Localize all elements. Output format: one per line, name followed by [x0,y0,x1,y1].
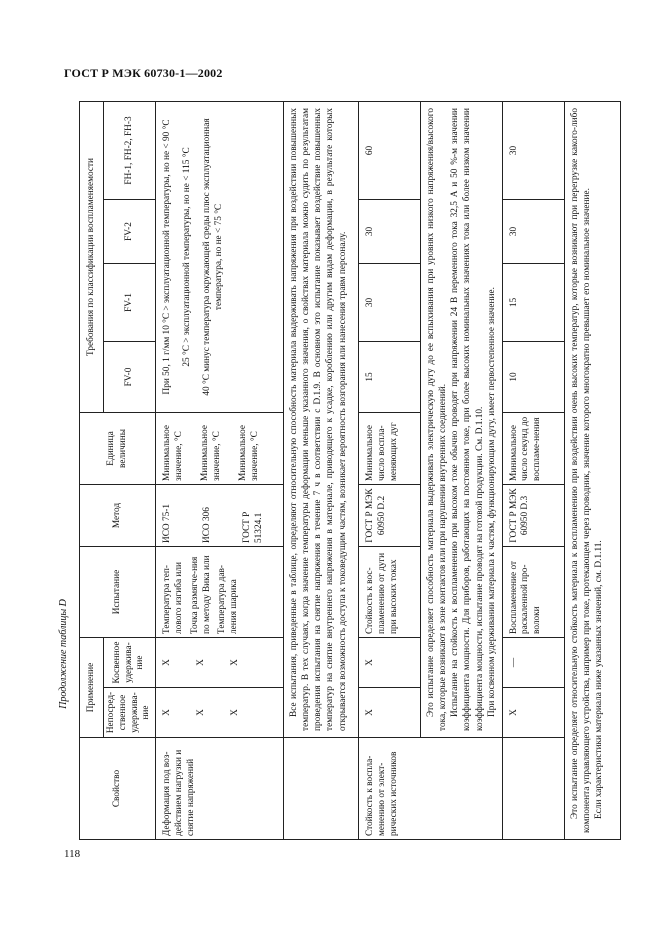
arc-direct: Х [359,688,421,738]
wire-note-row [564,101,620,839]
page-number: 118 [64,848,81,860]
header-row-1 [80,101,104,839]
deformation-indirect [156,638,284,688]
col-test: Испытание [80,547,156,638]
arc-note-row [421,101,502,839]
col-property: Свойство [80,738,156,840]
indirect-mark: Х [229,659,240,666]
wire-indirect: — [502,638,564,688]
wire-fv2: 30 [502,200,564,264]
indirect-mark: Х [195,659,206,666]
note-paragraph: При косвенном удерживании материала к частям, функционирующим дугу, имеет первостепенное значение. [486,287,497,717]
requirement-text: При 50, 1 г/мм 10 °С > эксплуатационной температуры, но не < 90 °С [162,119,173,395]
arc-fv0: 15 [359,342,421,413]
wire-note [564,101,620,839]
arc-row [359,101,421,839]
deformation-direct [156,688,284,738]
deformation-row [156,101,284,839]
wire-direct: Х [502,688,564,738]
wire-fv1: 15 [502,264,564,342]
col-application: Применение [80,638,104,738]
col-direct: Непосред-ственное удержива-ние [104,688,156,738]
deformation-note [284,101,359,737]
empty-cell [502,738,564,840]
note-paragraph: Это испытание определяет относительную стойкость материала к воспламенению при воздействии очень высоких температур, которые возникают при перегрузке какого-либо компонента управляющего устройства, например при токе, протекающем через проводник, значение которого многократно превышает его номинальное значение. [569,107,592,833]
wire-fv0: 10 [502,342,564,413]
continuation-label: Продолжение таблицы D [58,599,69,709]
col-unit: Единица величины [80,413,156,485]
col-fh: FH-1, FH-2, FH-3 [104,101,156,199]
col-method: Метод [80,485,156,547]
arc-unit: Минимальное число воспла-меняющих дуг [359,413,421,485]
rotated-table-container [79,102,628,840]
deformation-property: Деформация под воз-действием нагрузки и снятие напряжений [156,738,284,840]
note-paragraph: Все испытания, приведенные в таблице, определяют относительную способность материала выдерживать напряжения при воздействии повышенных температур. В тех случаях, когда значение температуры деформации меньше указанного значения, о свойствах материала можно судить по результатам проведения испытания на снятие напряжения в течение 7 ч в соответствии с D.1.9. В основном это испытание показывает воздействие повышенных температур на снятие внутреннего напряжения в материале, приводящего к усадке, короблению или другим видам деформации, в результате которых открывается возможность доступа к токоведущим частям, возникает вероятность возгорания или нанесения травм персоналу. [289,107,348,731]
unit-name: Минимальное значение, °С [200,425,222,481]
deformation-tests [156,547,284,638]
requirements-table [79,101,621,840]
note-paragraph: Испытание на стойкость к воспламенению при высоком токе обычно проводят при напряжении 24 В переменного тока 32,5 А и 50 %-м значении коэффициента мощности. Для приборов, работающих на постоянном токе, при более высоких номинальных значениях тока или более низком значении коэффициента мощности, испытание проводят на готовой продукции. См. D.1.10. [450,107,485,731]
col-requirements: Требования по классификации воспламеняемости [80,101,104,412]
wire-row [502,101,564,839]
arc-note [421,101,502,737]
requirement-text: 25 °С > эксплуатационной температуры, но не < 115 °С [181,147,192,367]
deformation-methods [156,485,284,547]
wire-fh: 30 [502,101,564,199]
deformation-note-row [284,101,359,839]
deformation-requirements [156,101,284,412]
col-fv2: FV-2 [104,200,156,264]
test-name: Температура дав-ления шарика [217,564,240,634]
arc-fv1: 30 [359,264,421,342]
method-name: ИСО 75-1 [162,504,173,543]
wire-unit: Минимальное число секунд до воспламе-нения [502,413,564,485]
unit-name: Минимальное значение, °С [238,425,260,481]
arc-test: Стойкость к вос-пламенению от дуги при высоких токах [359,547,421,638]
direct-mark: Х [229,709,240,716]
test-name: Температура теп-лового изгиба или [162,561,184,634]
unit-name: Минимальное значение, °С [162,425,184,481]
deformation-units [156,413,284,485]
method-name: ГОСТ Р 51324.1 [242,511,264,543]
col-indirect: Косвенное удержива-ние [104,638,156,688]
note-paragraph: Это испытание определяет способность материала выдерживать электрическую дугу до ее вспыхивания при уровнях низкого напряжения/высокого тока, которые возникают в зоне контактов или при нарушении внутренних соединений. [426,107,449,731]
col-fv0: FV-0 [104,342,156,413]
note-paragraph: Если характеристики материала ниже указанных значений, см. D.1.11. [593,540,604,819]
direct-mark: Х [162,709,173,716]
wire-test: Воспламенение от раскаленной про-волоки [502,547,564,638]
method-name: ИСО 306 [202,507,213,543]
col-fv1: FV-1 [104,264,156,342]
arc-method: ГОСТ Р МЭК 60950 D.2 [359,485,421,547]
standard-header: ГОСТ Р МЭК 60730-1—2002 [64,66,223,80]
indirect-mark: Х [162,659,173,666]
direct-mark: Х [195,709,206,716]
test-name: Точка размягче-ния по методу Вика или [189,555,212,634]
arc-indirect: Х [359,638,421,688]
requirement-text: 40 °С минус температура окружающей среды плюс эксплуатационная температура, но не < 75 °С [201,118,224,396]
empty-cell [284,738,359,840]
arc-fh: 60 [359,101,421,199]
arc-fv2: 30 [359,200,421,264]
arc-property: Стойкость к воспла-менению от элект-рических источников [359,738,502,840]
wire-method: ГОСТ Р МЭК 60950 D.3 [502,485,564,547]
